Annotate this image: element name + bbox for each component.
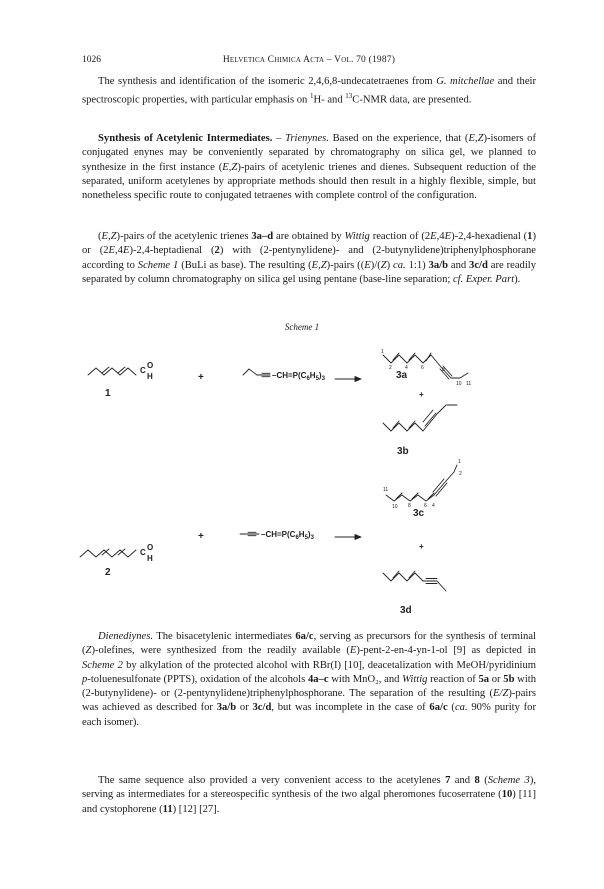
atom-number-3c-11: 11 bbox=[383, 487, 389, 493]
atom-number-3a-11: 11 bbox=[466, 381, 472, 387]
reagent-1-formula: –CH=P(C6H5)3 bbox=[272, 371, 325, 382]
scheme-caption: Scheme 1 bbox=[284, 322, 320, 332]
compound-3b-label: 3b bbox=[397, 446, 409, 457]
product-plus-1: + bbox=[419, 390, 424, 399]
cho-hydrogen-2: H bbox=[147, 554, 153, 563]
page-number: 1026 bbox=[82, 55, 101, 65]
product-3c-structure bbox=[386, 465, 457, 501]
product-3b-structure bbox=[383, 405, 446, 431]
atom-number-3a-10: 10 bbox=[456, 381, 462, 387]
product-3d-structure bbox=[383, 573, 446, 591]
cho-oxygen-2: O bbox=[147, 543, 154, 552]
section-heading: Synthesis of Acetylenic Intermediates. bbox=[98, 133, 273, 144]
cho-carbon-2: C bbox=[140, 548, 146, 557]
cho-carbon-1: C bbox=[140, 366, 146, 375]
journal-title: Helvetica Chimica Acta – Vol. 70 (1987) bbox=[222, 55, 396, 65]
compound-3c-label: 3c bbox=[413, 508, 425, 519]
plus-sign-1: + bbox=[198, 372, 204, 383]
atom-number-3a-8: 8 bbox=[442, 367, 445, 373]
atom-number-3a-4: 4 bbox=[405, 365, 408, 371]
compound-3a-label: 3a bbox=[396, 370, 408, 381]
heptadienal-structure bbox=[80, 550, 136, 557]
final-paragraph: The same sequence also provided a very convenient access to the acetylenes 7 and 8 (Scheme 3), serving as intermediates for a stereospecific synthesis of the two algal pheromones fucoserratene (10) [11] and cystophorene (11) [12] [27]. bbox=[82, 775, 536, 815]
pentynylidene-chain-1 bbox=[243, 369, 270, 375]
dienediynes-paragraph: Dienediynes. The bisacetylenic intermediates 6a/c, serving as precursors for the synthesis of terminal (Z)-olefines, were synthesized from the readily available (E)-pent-2-en-4-yn-1-ol [9] as depicted in Scheme 2 by alkylation of the protected alcohol with RBr(I) [10], deacetalization with MeOH/pyridinium p-toluenesulfonate (PPTS), oxidation of the alcohols 4a–c with MnO₂, and Wittig reaction of 5a or 5b with (2-butynylidene)- or (2-pentynylidene)triphenylphosphorane. The separation of the resulting (E/Z)-pairs was achieved as described for 3a/b or 3c/d, but was incomplete in the case of 6a/c (ca. 90% purity for each isomer). bbox=[82, 631, 537, 728]
atom-number-3c-8: 8 bbox=[408, 503, 411, 509]
hexadienal-structure bbox=[88, 368, 136, 375]
section-subheading: Trienynes. bbox=[285, 133, 329, 144]
cho-oxygen-1: O bbox=[147, 361, 154, 370]
pairs-paragraph: (E,Z)-pairs of the acetylenic trienes 3a–d are obtained by Wittig reaction of (2E,4E)-2,4-hexadienal (1) or (2E,4E)-2,4-heptadienal (2) with (2-pentynylidene)- and (2-butynylidene)triphenylphosphorane according to Scheme 1 (BuLi as base). The resulting (E,Z)-pairs ((E)/(Z) ca. 1:1) 3a/b and 3c/d are readily separated by column chromatography on silica gel using pentane (base-line separation; cf. Exper. Part). bbox=[82, 231, 536, 285]
running-header bbox=[82, 55, 536, 69]
atom-number-3c-4: 4 bbox=[432, 503, 435, 509]
dienediynes-heading: Dienediynes. bbox=[98, 631, 154, 642]
product-plus-2: + bbox=[419, 542, 424, 551]
atom-number-3c-6: 6 bbox=[424, 503, 427, 509]
atom-number-3c-1: 1 bbox=[458, 459, 461, 465]
atom-number-3a-1: 1 bbox=[381, 349, 384, 355]
section-paragraph: Synthesis of Acetylenic Intermediates. – Trienynes. Based on the experience, that (E,Z)-isomers of conjugated enynes may be conveniently separated by chromatography on silica gel, we planned to synthesize in the first instance (E,Z)-pairs of acetylenic trienes and dienes. Subsequent reduction of the separated, uniform acetylenes by appropriate methods should then result in a highly flexible, simple, but nonetheless specific route to conjugated tetraenes with complete control of the configuration. bbox=[82, 133, 537, 202]
atom-number-3c-2: 2 bbox=[459, 471, 462, 477]
cho-hydrogen-1: H bbox=[147, 372, 153, 381]
compound-3d-label: 3d bbox=[400, 605, 412, 616]
atom-number-3a-2: 2 bbox=[389, 365, 392, 371]
compound-2-label: 2 bbox=[105, 567, 111, 578]
compound-1-label: 1 bbox=[105, 388, 111, 399]
atom-number-3a-6: 6 bbox=[421, 365, 424, 371]
reagent-2-formula: –CH=P(C6H5)3 bbox=[261, 530, 314, 541]
plus-sign-2: + bbox=[198, 531, 204, 542]
atom-number-3c-10: 10 bbox=[392, 504, 398, 510]
intro-paragraph: The synthesis and identification of the isomeric 2,4,6,8-undecatetraenes from G. mitchellae and their spectroscopic properties, with particular emphasis on $^1$H- and $^{13}$C-NMR data, are presented. bbox=[82, 76, 536, 106]
scheme-1-diagram bbox=[0, 335, 604, 620]
